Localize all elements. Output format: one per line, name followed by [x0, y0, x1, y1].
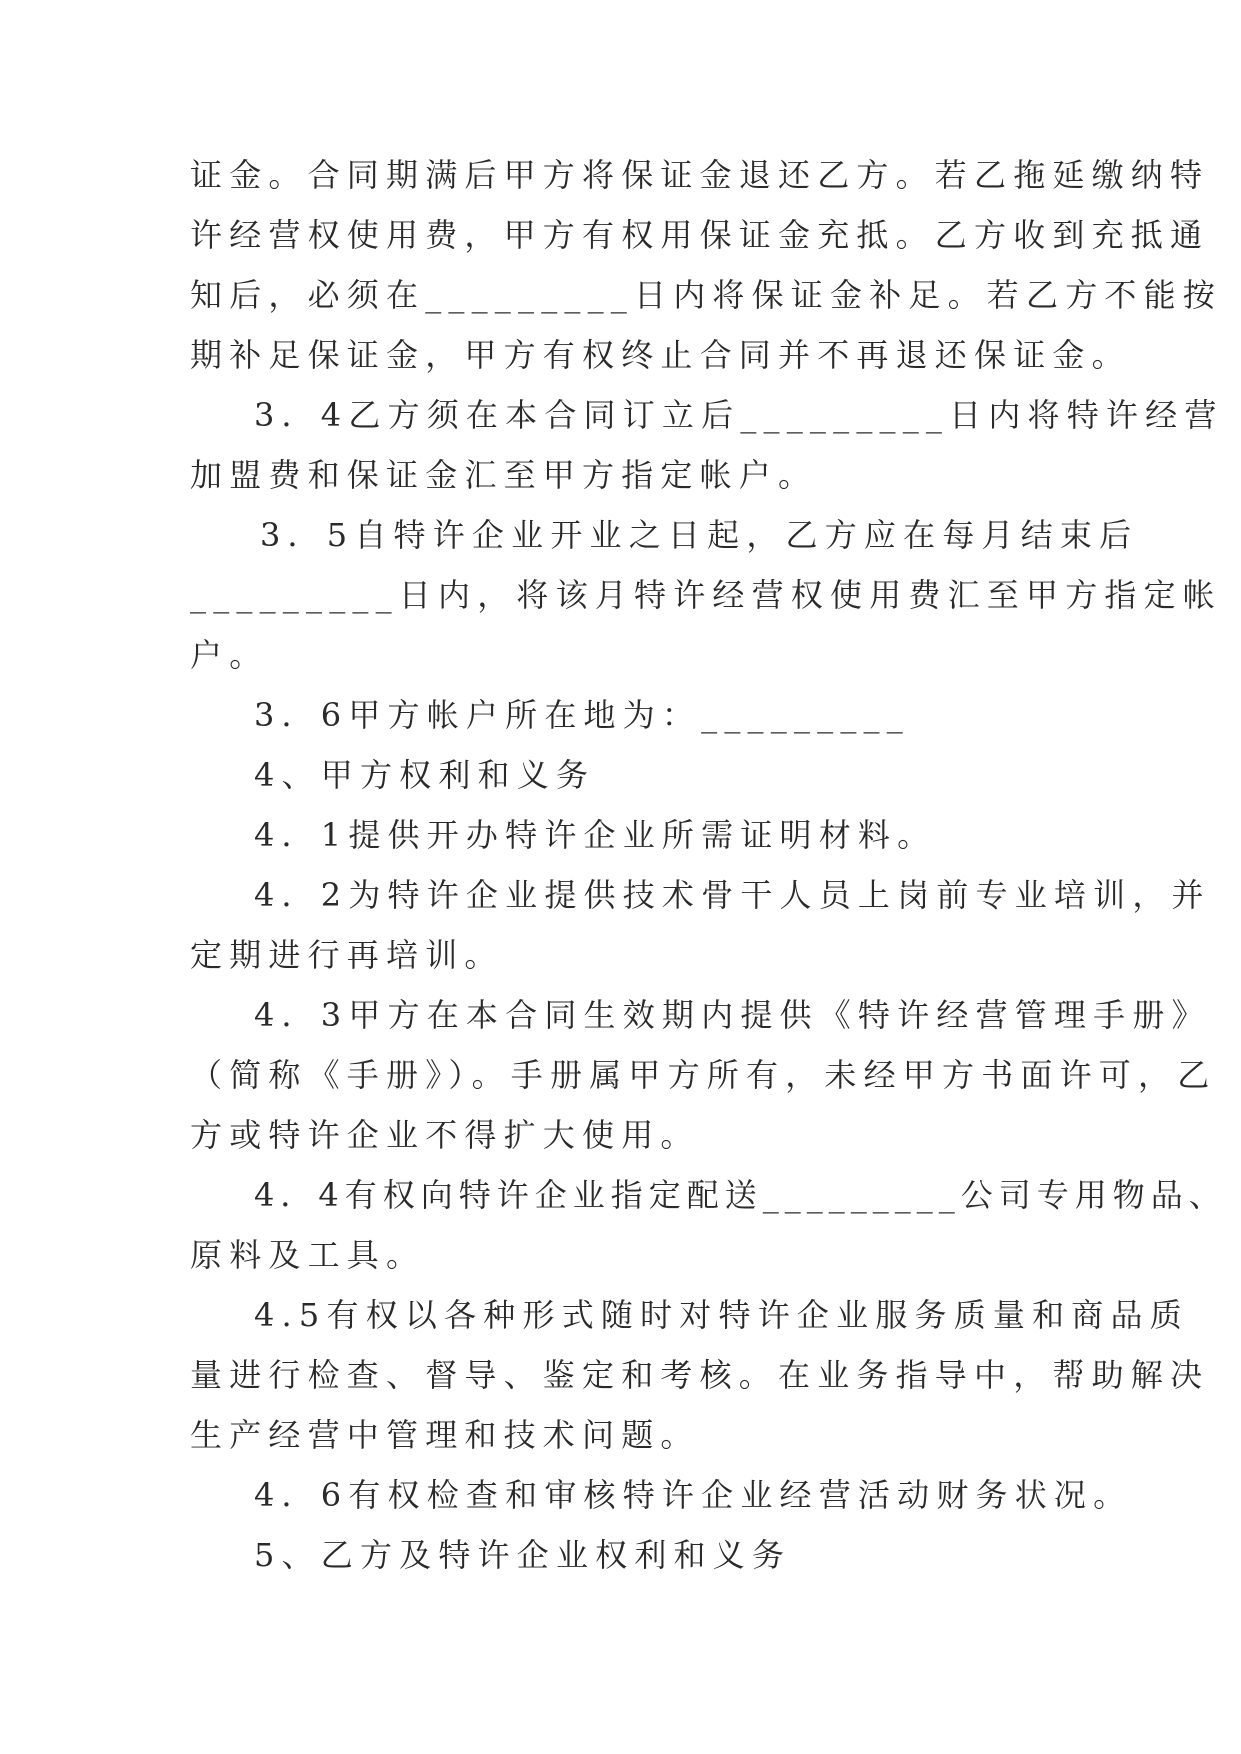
text-line: 原料及工具。 [190, 1236, 426, 1274]
section-heading: 4、甲方权利和义务 [254, 756, 596, 794]
text-line: 4.5有权以各种形式随时对特许企业服务质量和商品质 [254, 1296, 1189, 1334]
text-line: 生产经营中管理和技术问题。 [190, 1416, 700, 1454]
section-heading: 5、乙方及特许企业权利和义务 [254, 1536, 792, 1574]
text-line: 方或特许企业不得扩大使用。 [190, 1116, 700, 1154]
text-line: 知后，必须在_________日内将保证金补足。若乙方不能按 [190, 276, 1223, 314]
text-line: 许经营权使用费，甲方有权用保证金充抵。乙方收到充抵通 [190, 216, 1210, 254]
text-line: 加盟费和保证金汇至甲方指定帐户。 [190, 456, 818, 494]
text-line: 3．5自特许企业开业之日起，乙方应在每月结束后 [260, 516, 1139, 554]
text-line: 3．6甲方帐户所在地为：_________ [254, 696, 910, 734]
text-line: 4．1提供开办特许企业所需证明材料。 [254, 816, 937, 854]
text-line: 4．4有权向特许企业指定配送_________公司专用物品、 [254, 1176, 1227, 1214]
text-line: 4．2为特许企业提供技术骨干人员上岗前专业培训，并 [254, 876, 1211, 914]
text-line: 定期进行再培训。 [190, 936, 504, 974]
text-line: _________日内，将该月特许经营权使用费汇至甲方指定帐 [190, 576, 1223, 614]
text-line: 户。 [190, 636, 269, 674]
text-line: 期补足保证金，甲方有权终止合同并不再退还保证金。 [190, 336, 1131, 374]
text-line: 4．3甲方在本合同生效期内提供《特许经营管理手册》 [254, 996, 1211, 1034]
text-line: 量进行检查、督导、鉴定和考核。在业务指导中，帮助解决 [190, 1356, 1210, 1394]
text-line: 4．6有权检查和审核特许企业经营活动财务状况。 [254, 1476, 1133, 1514]
text-line: （简称《手册》）。手册属甲方所有，未经甲方书面许可，乙 [190, 1056, 1217, 1094]
text-line: 3．4乙方须在本合同订立后_________日内将特许经营 [254, 396, 1224, 434]
text-line: 证金。合同期满后甲方将保证金退还乙方。若乙拖延缴纳特 [190, 156, 1210, 194]
